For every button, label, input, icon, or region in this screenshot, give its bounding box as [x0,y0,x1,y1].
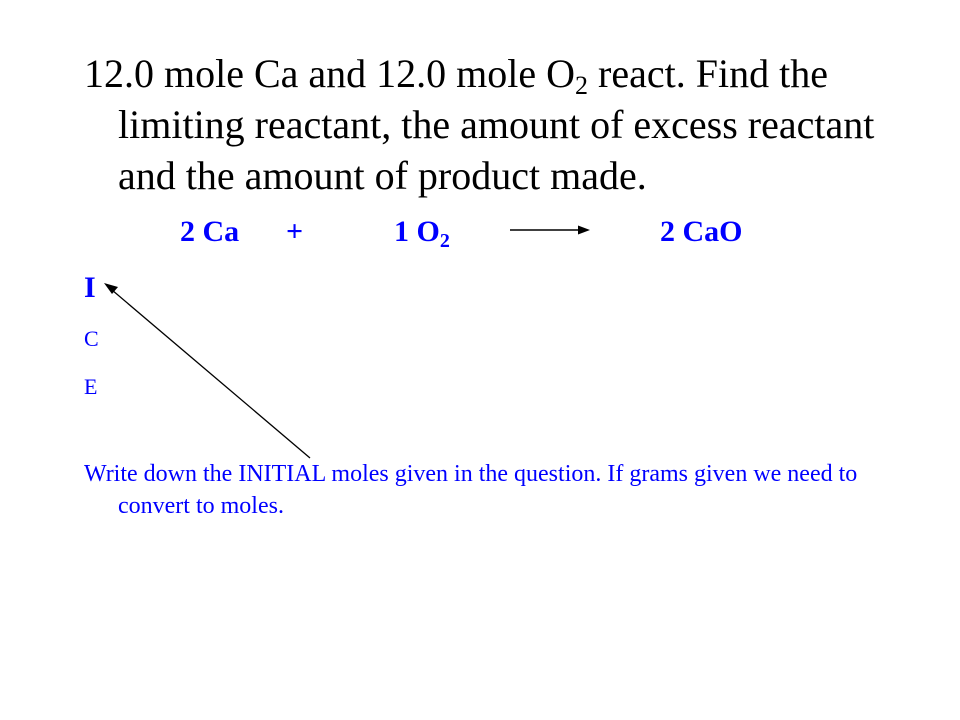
equation-plus-sign: + [286,215,304,248]
ice-row-change: C [84,326,99,351]
equation-reactant-calcium: 2 Ca [180,215,240,248]
question-part-1: 12.0 mole Ca and 12.0 mole O [84,51,576,96]
instruction-note: Write down the INITIAL moles given in the question. If grams given we need to convert to moles. [84,461,858,519]
ice-row-end: E [84,374,98,399]
equation-oxygen-subscript: 2 [439,230,450,252]
question-subscript: 2 [575,71,589,100]
equation-product-calcium-oxide: 2 CaO [660,215,743,248]
ice-row-initial: I [84,271,96,304]
question-part-2: react. Find the limiting reactant, the amount of excess reactant and the amount of product made. [118,51,875,198]
equation-oxygen-label: 1 O [394,215,440,248]
